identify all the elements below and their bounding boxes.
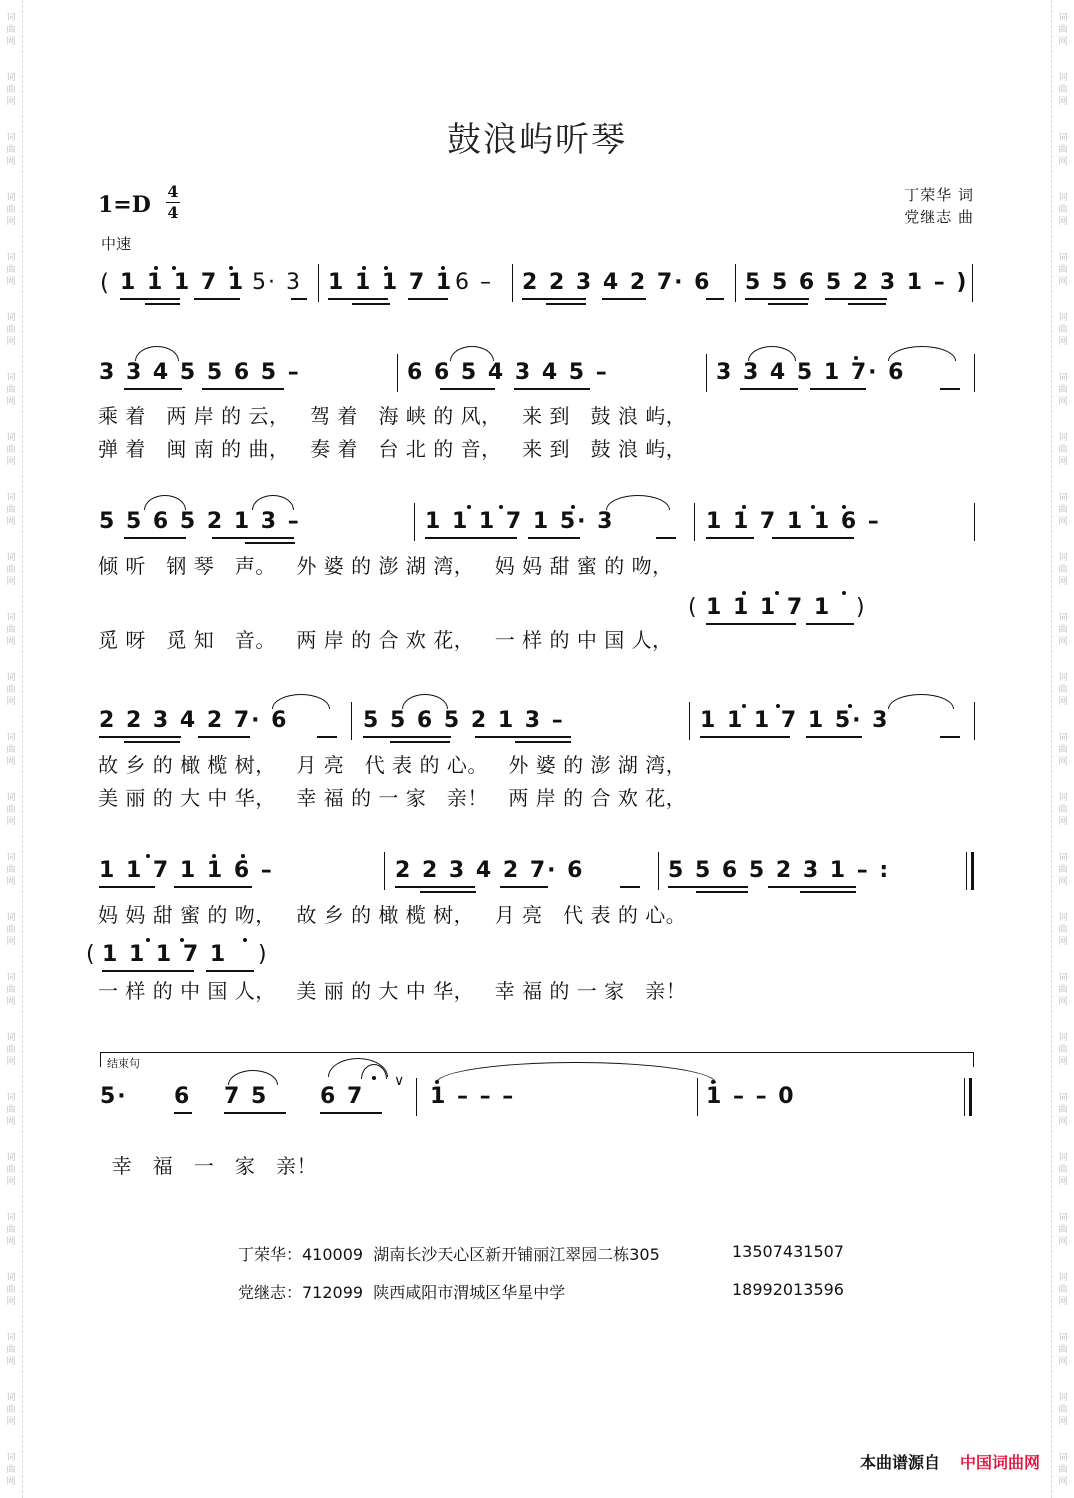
watermark-char: 曲 xyxy=(6,505,16,515)
ending-lyric xyxy=(98,1130,317,1178)
contact-lyricist xyxy=(238,1242,844,1265)
watermark-char: 词 xyxy=(1058,493,1068,503)
ending-lyric-text: 幸 福 一 家 亲！ xyxy=(111,1154,318,1178)
contact-composer-address: 党继志：712099 陕西咸阳市渭城区华星中学 xyxy=(238,1283,566,1302)
watermark-char: 词 xyxy=(6,253,16,263)
contact-composer-phone: 18992013596 xyxy=(732,1280,844,1299)
watermark-char: 曲 xyxy=(1058,745,1068,755)
intro-notes-4: 6 – xyxy=(455,270,493,295)
row2-measure1: 5 5 6 5 2 1 3 – xyxy=(99,509,301,534)
watermark-char: 网 xyxy=(1058,1237,1068,1247)
watermark-block xyxy=(1052,0,1074,60)
watermark-char: 词 xyxy=(1058,1453,1068,1463)
watermark-block xyxy=(0,1140,22,1200)
watermark-char: 词 xyxy=(6,373,16,383)
watermark-char: 词 xyxy=(1058,13,1068,23)
watermark-char: 网 xyxy=(6,637,16,647)
watermark-char: 网 xyxy=(1058,997,1068,1007)
watermark-block xyxy=(0,480,22,540)
watermark-char: 曲 xyxy=(6,145,16,155)
watermark-char: 曲 xyxy=(1058,1105,1068,1115)
watermark-char: 曲 xyxy=(1058,25,1068,35)
watermark-char: 词 xyxy=(1058,793,1068,803)
watermark-char: 曲 xyxy=(1058,445,1068,455)
watermark-char: 网 xyxy=(6,1417,16,1427)
watermark-char: 词 xyxy=(1058,433,1068,443)
watermark-char: 曲 xyxy=(1058,805,1068,815)
right-watermark-strip xyxy=(1051,0,1074,1498)
watermark-char: 曲 xyxy=(1058,985,1068,995)
watermark-char: 网 xyxy=(1058,517,1068,527)
source-credit xyxy=(860,1450,1040,1473)
intro-notes-6: 5 5 6 5 2 3 1 – ) xyxy=(745,270,969,295)
watermark-block xyxy=(0,420,22,480)
watermark-char: 网 xyxy=(1058,337,1068,347)
watermark-char: 曲 xyxy=(6,925,16,935)
row1-lyric-2: 弹 着 闽 南 的 曲， 奏 着 台 北 的 音， 来 到 鼓 浪 屿， xyxy=(98,437,687,461)
watermark-char: 网 xyxy=(6,757,16,767)
watermark-char: 词 xyxy=(6,553,16,563)
watermark-char: 网 xyxy=(6,1117,16,1127)
watermark-block xyxy=(1052,780,1074,840)
watermark-char: 网 xyxy=(1058,1117,1068,1127)
watermark-char: 网 xyxy=(1058,637,1068,647)
watermark-char: 网 xyxy=(1058,157,1068,167)
watermark-block xyxy=(0,1380,22,1440)
watermark-char: 词 xyxy=(6,1033,16,1043)
watermark-char: 网 xyxy=(1058,457,1068,467)
watermark-char: 网 xyxy=(6,1297,16,1307)
watermark-char: 词 xyxy=(1058,1333,1068,1343)
source-brand-link[interactable]: 中国词曲网 xyxy=(959,1453,1040,1472)
watermark-char: 网 xyxy=(1058,217,1068,227)
ending-notes-4: 6 7 xyxy=(320,1084,365,1109)
watermark-block xyxy=(0,180,22,240)
watermark-block xyxy=(1052,1140,1074,1200)
time-signature-bottom: 4 xyxy=(167,203,179,222)
watermark-char: 曲 xyxy=(6,1285,16,1295)
watermark-char: 网 xyxy=(1058,937,1068,947)
watermark-char: 曲 xyxy=(6,745,16,755)
watermark-char: 网 xyxy=(1058,697,1068,707)
watermark-block xyxy=(1052,180,1074,240)
watermark-char: 曲 xyxy=(6,865,16,875)
watermark-char: 曲 xyxy=(1058,1465,1068,1475)
ending-notes-3: 7 5 xyxy=(224,1084,269,1109)
watermark-block xyxy=(1052,720,1074,780)
key-signature: 1=D xyxy=(98,192,151,218)
watermark-char: 网 xyxy=(1058,577,1068,587)
lyricist-credit: 丁荣华 词 xyxy=(904,186,974,204)
watermark-block xyxy=(1052,480,1074,540)
watermark-block xyxy=(1052,960,1074,1020)
watermark-char: 曲 xyxy=(6,385,16,395)
ending-notes-6: 1 – – 0 xyxy=(706,1084,796,1109)
watermark-char: 词 xyxy=(6,433,16,443)
watermark-char: 曲 xyxy=(1058,1285,1068,1295)
watermark-char: 词 xyxy=(1058,73,1068,83)
watermark-char: 网 xyxy=(6,817,16,827)
contact-lyricist-phone: 13507431507 xyxy=(732,1242,844,1261)
watermark-char: 网 xyxy=(6,37,16,47)
ending-notes-1: 5· xyxy=(100,1084,128,1109)
watermark-char: 曲 xyxy=(6,1045,16,1055)
watermark-block xyxy=(1052,300,1074,360)
watermark-char: 网 xyxy=(6,217,16,227)
watermark-char: 词 xyxy=(1058,133,1068,143)
watermark-char: 曲 xyxy=(6,1225,16,1235)
watermark-char: 曲 xyxy=(6,445,16,455)
watermark-char: 网 xyxy=(6,577,16,587)
watermark-char: 曲 xyxy=(1058,865,1068,875)
watermark-char: 词 xyxy=(6,613,16,623)
intro-notes-2: 5· 3 xyxy=(252,270,302,295)
watermark-char: 曲 xyxy=(6,565,16,575)
watermark-char: 曲 xyxy=(6,85,16,95)
watermark-block xyxy=(1052,900,1074,960)
row2-lyric-2: 觅 呀 觅 知 音。 两 岸 的 合 欢 花， 一 样 的 中 国 人， xyxy=(98,628,673,652)
breath-mark: ∨ xyxy=(394,1073,405,1089)
watermark-char: 曲 xyxy=(1058,685,1068,695)
watermark-block xyxy=(0,1020,22,1080)
tempo-marking: 中速 xyxy=(101,235,132,253)
row3-measure2: 5 5 6 5 2 1 3 – xyxy=(363,708,565,733)
watermark-char: 网 xyxy=(6,1057,16,1067)
watermark-char: 词 xyxy=(6,1273,16,1283)
row1-measure2: 6 6 5 4 3 4 5 – xyxy=(407,360,609,385)
credits xyxy=(904,184,974,228)
watermark-char: 词 xyxy=(1058,733,1068,743)
watermark-char: 曲 xyxy=(6,265,16,275)
watermark-char: 网 xyxy=(6,517,16,527)
watermark-char: 词 xyxy=(6,73,16,83)
watermark-char: 词 xyxy=(1058,1273,1068,1283)
watermark-block xyxy=(0,840,22,900)
watermark-block xyxy=(0,780,22,840)
watermark-block xyxy=(0,900,22,960)
watermark-char: 曲 xyxy=(6,805,16,815)
watermark-char: 词 xyxy=(6,1093,16,1103)
watermark-char: 网 xyxy=(1058,397,1068,407)
watermark-block xyxy=(0,720,22,780)
watermark-char: 网 xyxy=(6,1237,16,1247)
watermark-char: 曲 xyxy=(1058,145,1068,155)
watermark-block xyxy=(1052,540,1074,600)
watermark-char: 曲 xyxy=(6,625,16,635)
watermark-char: 网 xyxy=(1058,1177,1068,1187)
watermark-char: 网 xyxy=(1058,877,1068,887)
watermark-char: 曲 xyxy=(1058,85,1068,95)
watermark-block xyxy=(1052,420,1074,480)
watermark-char: 网 xyxy=(6,697,16,707)
watermark-char: 词 xyxy=(6,1453,16,1463)
watermark-char: 曲 xyxy=(1058,565,1068,575)
watermark-char: 曲 xyxy=(6,1165,16,1175)
row4-measure3: 5 5 6 5 2 3 1 – : xyxy=(668,858,891,883)
watermark-char: 词 xyxy=(6,493,16,503)
watermark-char: 曲 xyxy=(6,1105,16,1115)
watermark-char: 曲 xyxy=(6,1405,16,1415)
watermark-char: 词 xyxy=(6,193,16,203)
watermark-char: 曲 xyxy=(1058,1405,1068,1415)
watermark-block xyxy=(1052,1260,1074,1320)
intro-notes-1: 1 1 1 7 1 xyxy=(120,270,246,295)
contact-lyricist-address: 丁荣华：410009 湖南长沙天心区新开铺丽江翠园二栋305 xyxy=(238,1245,660,1264)
watermark-char: 曲 xyxy=(1058,505,1068,515)
watermark-block xyxy=(0,0,22,60)
watermark-block xyxy=(0,360,22,420)
watermark-block xyxy=(0,1080,22,1140)
watermark-char: 词 xyxy=(1058,673,1068,683)
left-watermark-strip xyxy=(0,0,23,1498)
watermark-char: 词 xyxy=(1058,553,1068,563)
row3-measure3: 1 1 1 7 1 5· 3 xyxy=(700,708,890,733)
source-prefix: 本曲谱源自 xyxy=(859,1453,940,1472)
watermark-char: 词 xyxy=(6,1213,16,1223)
watermark-char: 曲 xyxy=(6,1345,16,1355)
watermark-block xyxy=(1052,1200,1074,1260)
watermark-char: 曲 xyxy=(1058,1225,1068,1235)
watermark-char: 网 xyxy=(6,1177,16,1187)
song-title: 鼓浪屿听琴 xyxy=(447,120,627,160)
watermark-char: 曲 xyxy=(6,1465,16,1475)
watermark-char: 词 xyxy=(6,133,16,143)
watermark-char: 词 xyxy=(1058,1213,1068,1223)
watermark-char: 词 xyxy=(1058,973,1068,983)
watermark-char: 词 xyxy=(1058,853,1068,863)
watermark-char: 词 xyxy=(1058,373,1068,383)
watermark-char: 网 xyxy=(6,337,16,347)
watermark-char: 词 xyxy=(1058,613,1068,623)
intro-notes-3: 1 1 1 7 1 xyxy=(328,270,454,295)
watermark-char: 网 xyxy=(6,1477,16,1487)
watermark-char: 网 xyxy=(6,877,16,887)
watermark-char: 词 xyxy=(1058,1093,1068,1103)
row1-measure1: 3 3 4 5 5 6 5 – xyxy=(99,360,301,385)
watermark-char: 网 xyxy=(6,997,16,1007)
watermark-block xyxy=(0,600,22,660)
ending-notes-2: 6 xyxy=(174,1084,192,1109)
watermark-block xyxy=(0,1320,22,1380)
watermark-char: 网 xyxy=(1058,97,1068,107)
ending-notes-5: 1 – – – xyxy=(430,1084,516,1109)
watermark-char: 网 xyxy=(1058,1297,1068,1307)
watermark-char: 词 xyxy=(1058,193,1068,203)
watermark-char: 曲 xyxy=(6,205,16,215)
watermark-char: 词 xyxy=(6,673,16,683)
watermark-char: 词 xyxy=(6,853,16,863)
watermark-char: 网 xyxy=(1058,1417,1068,1427)
watermark-char: 词 xyxy=(6,1153,16,1163)
watermark-char: 曲 xyxy=(6,325,16,335)
watermark-char: 曲 xyxy=(1058,925,1068,935)
watermark-block xyxy=(0,1260,22,1320)
row2-alt-measure: 1 1 1 7 1 xyxy=(706,595,832,620)
watermark-char: 词 xyxy=(1058,1393,1068,1403)
watermark-char: 网 xyxy=(1058,1477,1068,1487)
watermark-char: 词 xyxy=(1058,913,1068,923)
watermark-char: 网 xyxy=(6,457,16,467)
watermark-block xyxy=(1052,660,1074,720)
row4-measure1: 1 1 7 1 1 6 – xyxy=(99,858,274,883)
watermark-block xyxy=(1052,1020,1074,1080)
row4-lyric-2: 一 样 的 中 国 人， 美 丽 的 大 中 华， 幸 福 的 一 家 亲！ xyxy=(98,979,687,1003)
watermark-block xyxy=(1052,1080,1074,1140)
watermark-char: 网 xyxy=(1058,817,1068,827)
watermark-char: 词 xyxy=(6,793,16,803)
watermark-char: 曲 xyxy=(6,25,16,35)
composer-credit: 党继志 曲 xyxy=(904,208,974,226)
watermark-block xyxy=(1052,60,1074,120)
watermark-char: 网 xyxy=(1058,1057,1068,1067)
row1-lyric-1: 乘 着 两 岸 的 云， 驾 着 海 峡 的 风， 来 到 鼓 浪 屿， xyxy=(98,404,687,428)
watermark-block xyxy=(0,300,22,360)
row2-lyric-1: 倾 听 钢 琴 声。 外 婆 的 澎 湖 湾， 妈 妈 甜 蜜 的 吻， xyxy=(98,554,673,578)
watermark-block xyxy=(0,540,22,600)
row3-lyric-1: 故 乡 的 橄 榄 树， 月 亮 代 表 的 心。 外 婆 的 澎 湖 湾， xyxy=(98,753,687,777)
watermark-block xyxy=(0,960,22,1020)
watermark-char: 词 xyxy=(6,1393,16,1403)
row2-measure2: 1 1 1 7 1 5· 3 xyxy=(425,509,615,534)
intro-open-paren: ( xyxy=(100,270,109,296)
watermark-block xyxy=(1052,600,1074,660)
watermark-char: 词 xyxy=(6,313,16,323)
watermark-block xyxy=(1052,1380,1074,1440)
time-signature xyxy=(166,183,180,222)
row3-measure1: 2 2 3 4 2 7· 6 xyxy=(99,708,289,733)
intro-notes-5: 2 2 3 4 2 7· 6 xyxy=(522,270,712,295)
watermark-char: 词 xyxy=(1058,1153,1068,1163)
watermark-char: 网 xyxy=(1058,277,1068,287)
watermark-char: 曲 xyxy=(1058,1165,1068,1175)
watermark-block xyxy=(1052,360,1074,420)
watermark-char: 网 xyxy=(1058,37,1068,47)
watermark-char: 词 xyxy=(6,733,16,743)
contact-composer xyxy=(238,1280,844,1303)
watermark-block xyxy=(0,1200,22,1260)
watermark-char: 网 xyxy=(6,97,16,107)
watermark-block xyxy=(0,1440,22,1498)
watermark-char: 曲 xyxy=(1058,385,1068,395)
watermark-char: 词 xyxy=(6,913,16,923)
row4-lyric-1: 妈 妈 甜 蜜 的 吻， 故 乡 的 橄 榄 树， 月 亮 代 表 的 心。 xyxy=(98,903,687,927)
watermark-char: 网 xyxy=(6,397,16,407)
watermark-char: 网 xyxy=(6,277,16,287)
row4-alt-measure: 1 1 1 7 1 xyxy=(102,942,228,967)
watermark-block xyxy=(0,660,22,720)
watermark-block xyxy=(1052,1320,1074,1380)
ending-label: 结束句 xyxy=(107,1057,140,1070)
watermark-block xyxy=(1052,840,1074,900)
watermark-block xyxy=(1052,240,1074,300)
watermark-char: 曲 xyxy=(1058,265,1068,275)
watermark-char: 网 xyxy=(1058,757,1068,767)
row3-lyric-2: 美 丽 的 大 中 华， 幸 福 的 一 家 亲！ 两 岸 的 合 欢 花， xyxy=(98,786,687,810)
watermark-char: 曲 xyxy=(6,985,16,995)
watermark-char: 词 xyxy=(6,973,16,983)
row1-measure3: 3 3 4 5 1 7· 6 xyxy=(716,360,906,385)
watermark-block xyxy=(1052,1440,1074,1498)
row4-measure2: 2 2 3 4 2 7· 6 xyxy=(395,858,585,883)
row2-measure3: 1 1 7 1 1 6 – xyxy=(706,509,881,534)
watermark-char: 曲 xyxy=(1058,205,1068,215)
watermark-char: 曲 xyxy=(1058,325,1068,335)
watermark-char: 词 xyxy=(1058,313,1068,323)
watermark-char: 词 xyxy=(6,13,16,23)
watermark-char: 网 xyxy=(1058,1357,1068,1367)
time-signature-top: 4 xyxy=(167,182,179,201)
watermark-char: 网 xyxy=(6,1357,16,1367)
watermark-char: 网 xyxy=(6,937,16,947)
watermark-char: 曲 xyxy=(1058,1045,1068,1055)
watermark-char: 词 xyxy=(1058,1033,1068,1043)
watermark-block xyxy=(0,240,22,300)
watermark-char: 词 xyxy=(1058,253,1068,263)
watermark-char: 词 xyxy=(6,1333,16,1343)
watermark-char: 网 xyxy=(6,157,16,167)
watermark-char: 曲 xyxy=(1058,1345,1068,1355)
watermark-char: 曲 xyxy=(6,685,16,695)
watermark-char: 曲 xyxy=(1058,625,1068,635)
watermark-block xyxy=(0,60,22,120)
